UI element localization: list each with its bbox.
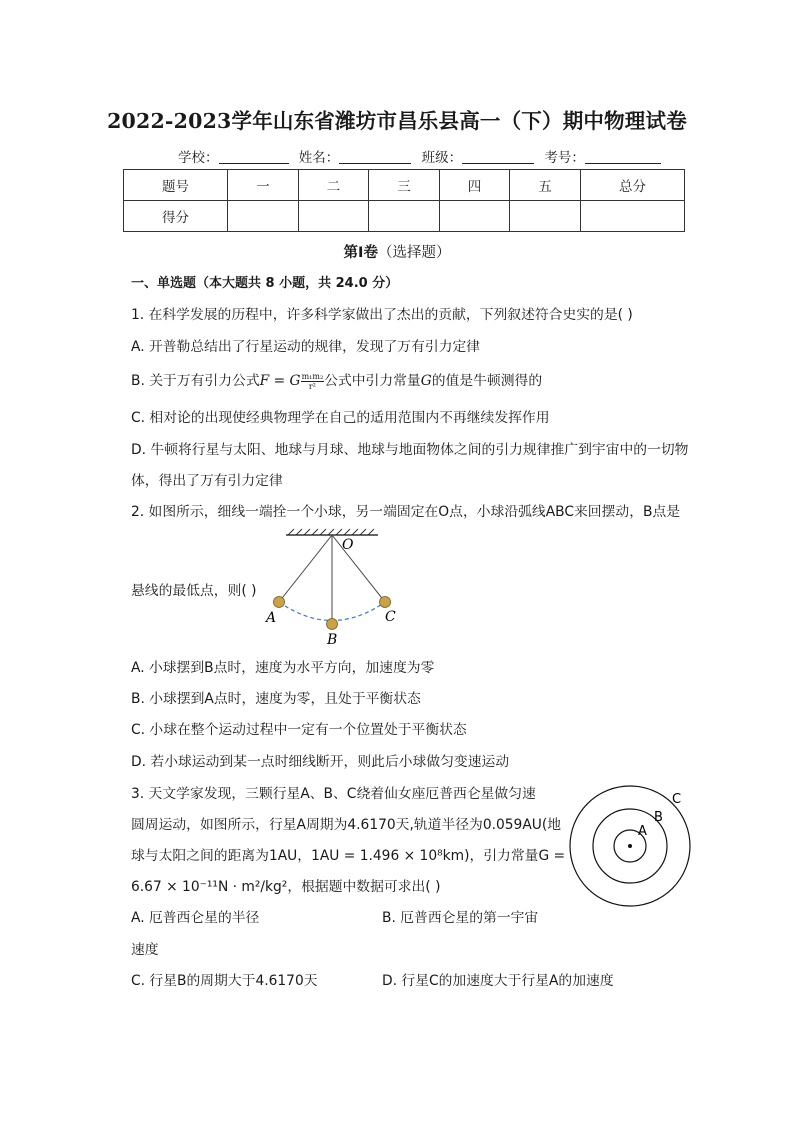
score-cell[interactable] bbox=[228, 201, 299, 232]
label-a: A bbox=[638, 824, 647, 839]
q1-option-b[interactable] bbox=[131, 369, 542, 391]
fraction-numerator: m₁m₂ bbox=[301, 371, 324, 381]
score-cell[interactable] bbox=[369, 201, 440, 232]
q3-option-c[interactable]: C. 行星B的周期大于4.6170天 bbox=[131, 973, 318, 989]
q1-b-var: G bbox=[420, 373, 432, 389]
q3-option-b-cont: 速度 bbox=[131, 942, 159, 958]
q1-option-c[interactable]: C. 相对论的出现使经典物理学在自己的适用范围内不再继续发挥作用 bbox=[131, 410, 550, 426]
header-cell: 一 bbox=[228, 170, 299, 201]
part-title: 一、单选题 bbox=[131, 276, 197, 291]
q3-stem-3: 球与太阳之间的距离为1AU，1AU = 1.496 × 10⁸km)，引力常量G = bbox=[131, 848, 566, 864]
q3-stem-1: 3. 天文学家发现，三颗行星A、B、C绕着仙女座厄普西仑星做匀速 bbox=[131, 786, 536, 802]
header-cell: 题号 bbox=[124, 170, 228, 201]
q3-option-d[interactable]: D. 行星C的加速度大于行星A的加速度 bbox=[382, 973, 614, 989]
header-cell: 三 bbox=[369, 170, 440, 201]
score-row-label: 得分 bbox=[124, 201, 228, 232]
class-blank[interactable] bbox=[462, 149, 534, 164]
q1-option-d[interactable]: D. 牛顿将行星与太阳、地球与月球、地球与地面物体之间的引力规律推广到宇宙中的一切物 bbox=[131, 442, 689, 458]
q1-b-formula: F = G bbox=[259, 373, 301, 389]
name-blank[interactable] bbox=[339, 149, 411, 164]
header-cell: 四 bbox=[440, 170, 510, 201]
header-cell: 总分 bbox=[581, 170, 685, 201]
q3-stem-2: 圆周运动，如图所示，行星A周期为4.6170天,轨道半径为0.059AU(地 bbox=[131, 817, 562, 833]
part-note: （本大题共 8 小题，共 24.0 分） bbox=[196, 276, 399, 291]
score-header-row bbox=[124, 170, 685, 201]
q1-b-text: B. 关于万有引力公式 bbox=[131, 373, 260, 389]
section-title: 第I卷 bbox=[343, 245, 378, 261]
score-cell[interactable] bbox=[510, 201, 581, 232]
exam-title: 2022-2023学年山东省潍坊市昌乐县高一（下）期中物理试卷 bbox=[107, 109, 687, 133]
number-blank[interactable] bbox=[585, 149, 661, 164]
label-c: C bbox=[385, 609, 396, 625]
ball-c bbox=[380, 597, 391, 608]
part-heading bbox=[131, 272, 398, 291]
q3-option-b[interactable]: B. 厄普西仑星的第一宇宙 bbox=[382, 910, 539, 926]
q2-option-d[interactable]: D. 若小球运动到某一点时细线断开，则此后小球做匀变速运动 bbox=[131, 754, 510, 770]
q1-b-mid: 公式中引力常量 bbox=[324, 373, 421, 389]
label-c: C bbox=[672, 792, 682, 807]
score-cell[interactable] bbox=[440, 201, 510, 232]
q2-stem: 2. 如图所示，细线一端拴一个小球，另一端固定在O点，小球沿弧线ABC来回摆动，B点是 bbox=[131, 504, 681, 520]
string-a bbox=[279, 535, 332, 602]
score-cell[interactable] bbox=[299, 201, 369, 232]
label-b: B bbox=[327, 632, 338, 648]
q2-option-b[interactable]: B. 小球摆到A点时，速度为零，且处于平衡状态 bbox=[131, 691, 421, 707]
label-a: A bbox=[266, 610, 277, 626]
name-label: 姓名： bbox=[298, 150, 340, 166]
q1-option-d-cont: 体，得出了万有引力定律 bbox=[131, 473, 283, 489]
section-heading bbox=[0, 241, 794, 262]
header-cell: 二 bbox=[299, 170, 369, 201]
q1-stem: 1. 在科学发展的历程中，许多科学家做出了杰出的贡献，下列叙述符合史实的是( ) bbox=[131, 307, 633, 323]
score-cell[interactable] bbox=[581, 201, 685, 232]
fraction-denominator: r² bbox=[308, 381, 316, 391]
orbits-diagram bbox=[562, 780, 702, 920]
school-blank[interactable] bbox=[219, 149, 289, 164]
q2-option-c[interactable]: C. 小球在整个运动过程中一定有一个位置处于平衡状态 bbox=[131, 722, 467, 738]
number-label: 考号： bbox=[544, 150, 585, 166]
ball-b bbox=[327, 619, 338, 630]
central-star bbox=[628, 844, 632, 848]
header-cell: 五 bbox=[510, 170, 581, 201]
q1-option-a[interactable]: A. 开普勒总结出了行星运动的规律，发现了万有引力定律 bbox=[131, 339, 481, 355]
class-label: 班级： bbox=[421, 150, 463, 166]
label-o: O bbox=[342, 537, 354, 553]
student-info bbox=[178, 146, 667, 166]
pendulum-diagram bbox=[266, 527, 400, 648]
label-b: B bbox=[654, 810, 663, 825]
school-label: 学校： bbox=[178, 150, 219, 166]
score-table bbox=[123, 169, 685, 232]
score-row bbox=[124, 201, 685, 232]
q2-option-a[interactable]: A. 小球摆到B点时，速度为水平方向，加速度为零 bbox=[131, 660, 435, 676]
ball-a bbox=[274, 597, 285, 608]
q1-b-fraction bbox=[301, 372, 325, 391]
q3-option-a[interactable]: A. 厄普西仑星的半径 bbox=[131, 910, 260, 926]
q1-b-post: 的值是牛顿测得的 bbox=[431, 373, 543, 389]
section-subtitle: （选择题） bbox=[377, 245, 451, 261]
q3-stem-4: 6.67 × 10⁻¹¹N · m²/kg²，根据题中数据可求出( ) bbox=[131, 879, 441, 895]
string-c bbox=[332, 535, 385, 602]
q2-stem-cont: 悬线的最低点，则( ) bbox=[131, 583, 257, 599]
